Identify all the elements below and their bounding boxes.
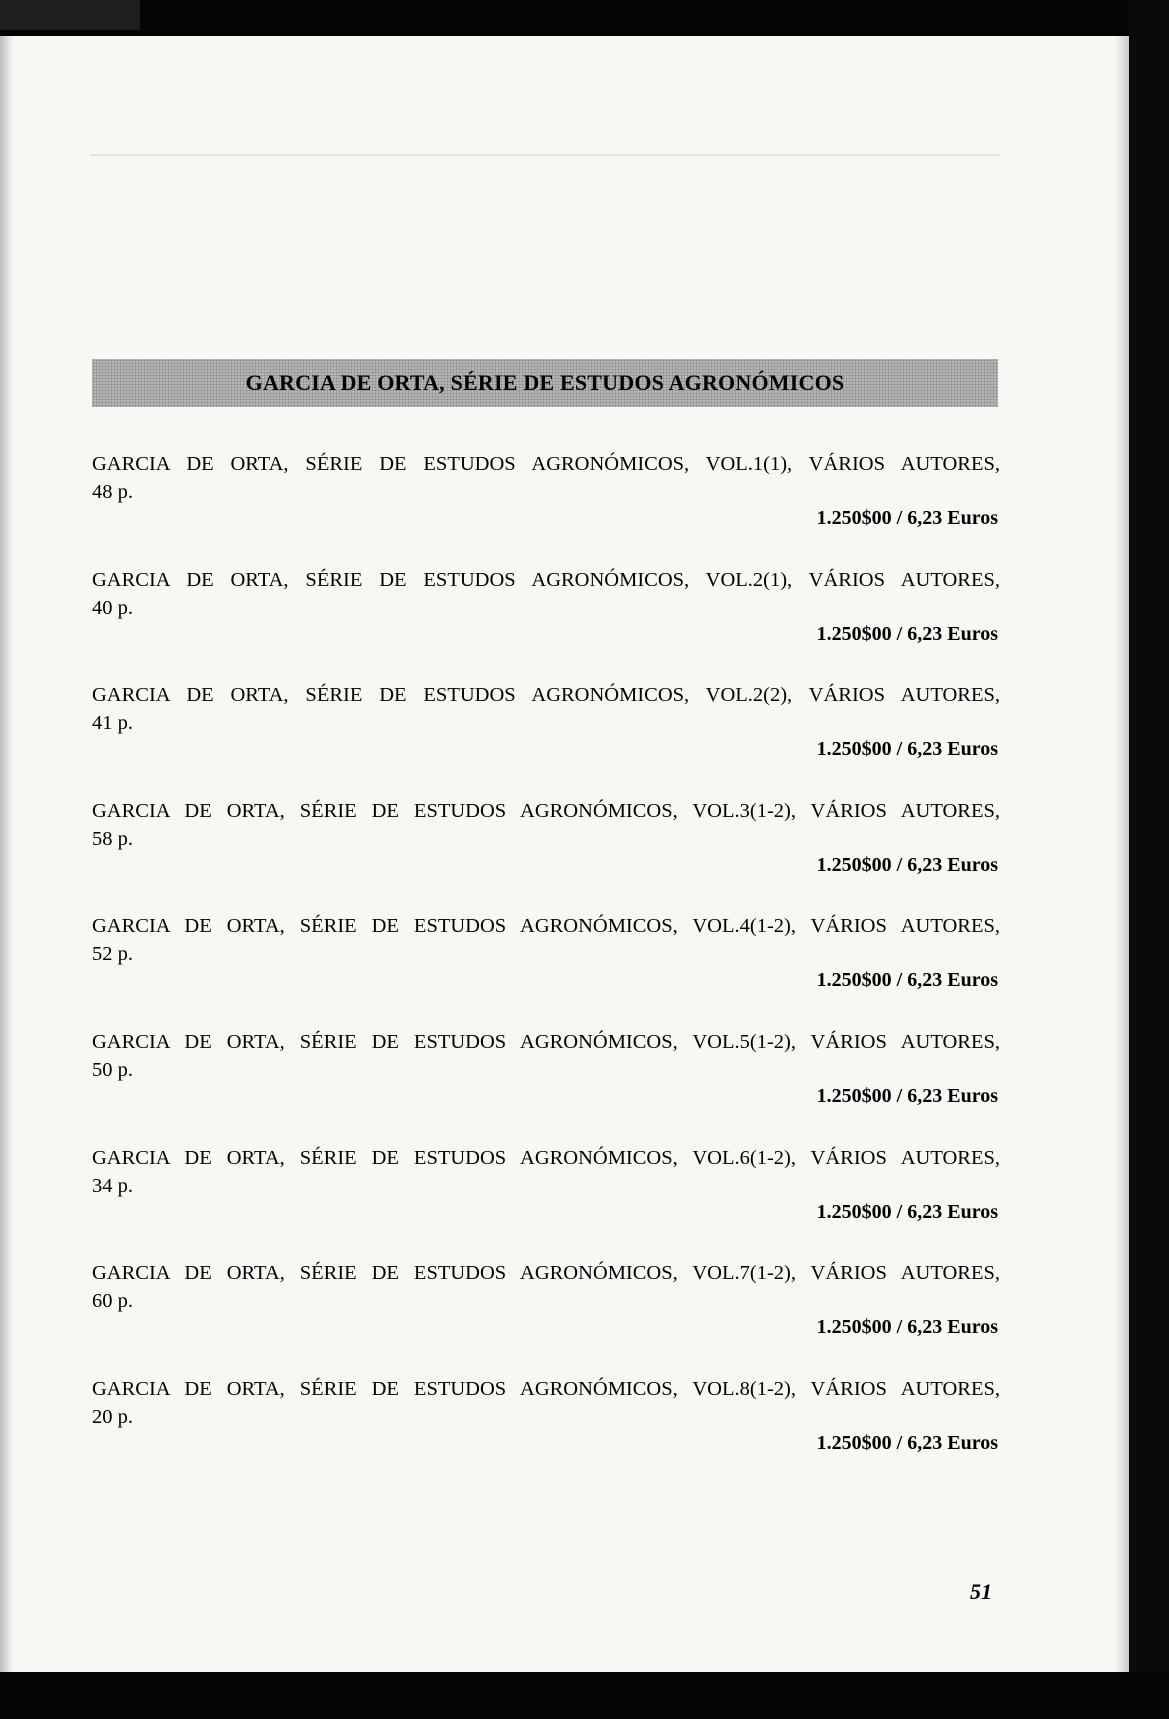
entry-pages: 40 p.	[92, 596, 133, 619]
entry-title: GARCIA DE ORTA, SÉRIE DE ESTUDOS AGRONÓMICOS, VOL.8(1-2), VÁRIOS AUTORES,	[92, 1377, 1000, 1400]
entry-pages: 60 p.	[92, 1290, 133, 1313]
entry-price: 1.250$00 / 6,23 Euros	[816, 1431, 998, 1454]
scan-border-top	[0, 0, 1169, 36]
entry-title: GARCIA DE ORTA, SÉRIE DE ESTUDOS AGRONÓMICOS, VOL.2(1), VÁRIOS AUTORES,	[92, 568, 1000, 591]
entry-title: GARCIA DE ORTA, SÉRIE DE ESTUDOS AGRONÓMICOS, VOL.4(1-2), VÁRIOS AUTORES,	[92, 915, 1000, 938]
entry-pages: 41 p.	[92, 712, 133, 735]
scan-border-bottom	[0, 1672, 1169, 1719]
catalog-entry	[92, 1375, 1000, 1456]
entry-title: GARCIA DE ORTA, SÉRIE DE ESTUDOS AGRONÓMICOS, VOL.6(1-2), VÁRIOS AUTORES,	[92, 1146, 1000, 1169]
entry-price: 1.250$00 / 6,23 Euros	[816, 853, 998, 876]
entry-pages: 34 p.	[92, 1174, 133, 1197]
page-edge-shadow	[1115, 36, 1129, 1672]
entry-pages: 52 p.	[92, 943, 133, 966]
entry-price: 1.250$00 / 6,23 Euros	[816, 1200, 998, 1223]
catalog-entry	[92, 450, 1000, 531]
entry-price: 1.250$00 / 6,23 Euros	[816, 969, 998, 992]
entry-title: GARCIA DE ORTA, SÉRIE DE ESTUDOS AGRONÓMICOS, VOL.3(1-2), VÁRIOS AUTORES,	[92, 799, 1000, 822]
entry-title: GARCIA DE ORTA, SÉRIE DE ESTUDOS AGRONÓMICOS, VOL.7(1-2), VÁRIOS AUTORES,	[92, 1262, 1000, 1285]
entry-price: 1.250$00 / 6,23 Euros	[816, 622, 998, 645]
entry-title: GARCIA DE ORTA, SÉRIE DE ESTUDOS AGRONÓMICOS, VOL.2(2), VÁRIOS AUTORES,	[92, 684, 1000, 707]
entry-title: GARCIA DE ORTA, SÉRIE DE ESTUDOS AGRONÓMICOS, VOL.1(1), VÁRIOS AUTORES,	[92, 453, 1000, 475]
catalog-entry	[92, 1259, 1000, 1340]
page-binding-shadow	[0, 36, 14, 1672]
entry-title: GARCIA DE ORTA, SÉRIE DE ESTUDOS AGRONÓMICOS, VOL.5(1-2), VÁRIOS AUTORES,	[92, 1031, 1000, 1053]
catalog-entry	[92, 681, 1000, 762]
catalog-entry	[92, 1144, 1000, 1225]
catalog-entry	[92, 566, 1000, 647]
entry-price: 1.250$00 / 6,23 Euros	[816, 507, 998, 529]
entry-price: 1.250$00 / 6,23 Euros	[816, 1085, 998, 1107]
scan-border-right	[1129, 0, 1169, 1719]
catalog-entry	[92, 912, 1000, 993]
section-title: GARCIA DE ORTA, SÉRIE DE ESTUDOS AGRONÓMICOS	[245, 370, 845, 395]
entry-pages: 58 p.	[92, 827, 133, 850]
entry-pages: 48 p.	[92, 481, 133, 503]
entry-price: 1.250$00 / 6,23 Euros	[816, 738, 998, 761]
catalog-entry	[92, 797, 1000, 878]
document-page	[0, 36, 1129, 1672]
section-banner	[92, 359, 998, 407]
entry-price: 1.250$00 / 6,23 Euros	[816, 1316, 998, 1339]
entry-pages: 50 p.	[92, 1059, 133, 1081]
scan-border-corner	[0, 0, 140, 30]
page-number: 51	[970, 1579, 992, 1604]
entry-pages: 20 p.	[92, 1405, 133, 1428]
catalog-entry	[92, 1028, 1000, 1109]
